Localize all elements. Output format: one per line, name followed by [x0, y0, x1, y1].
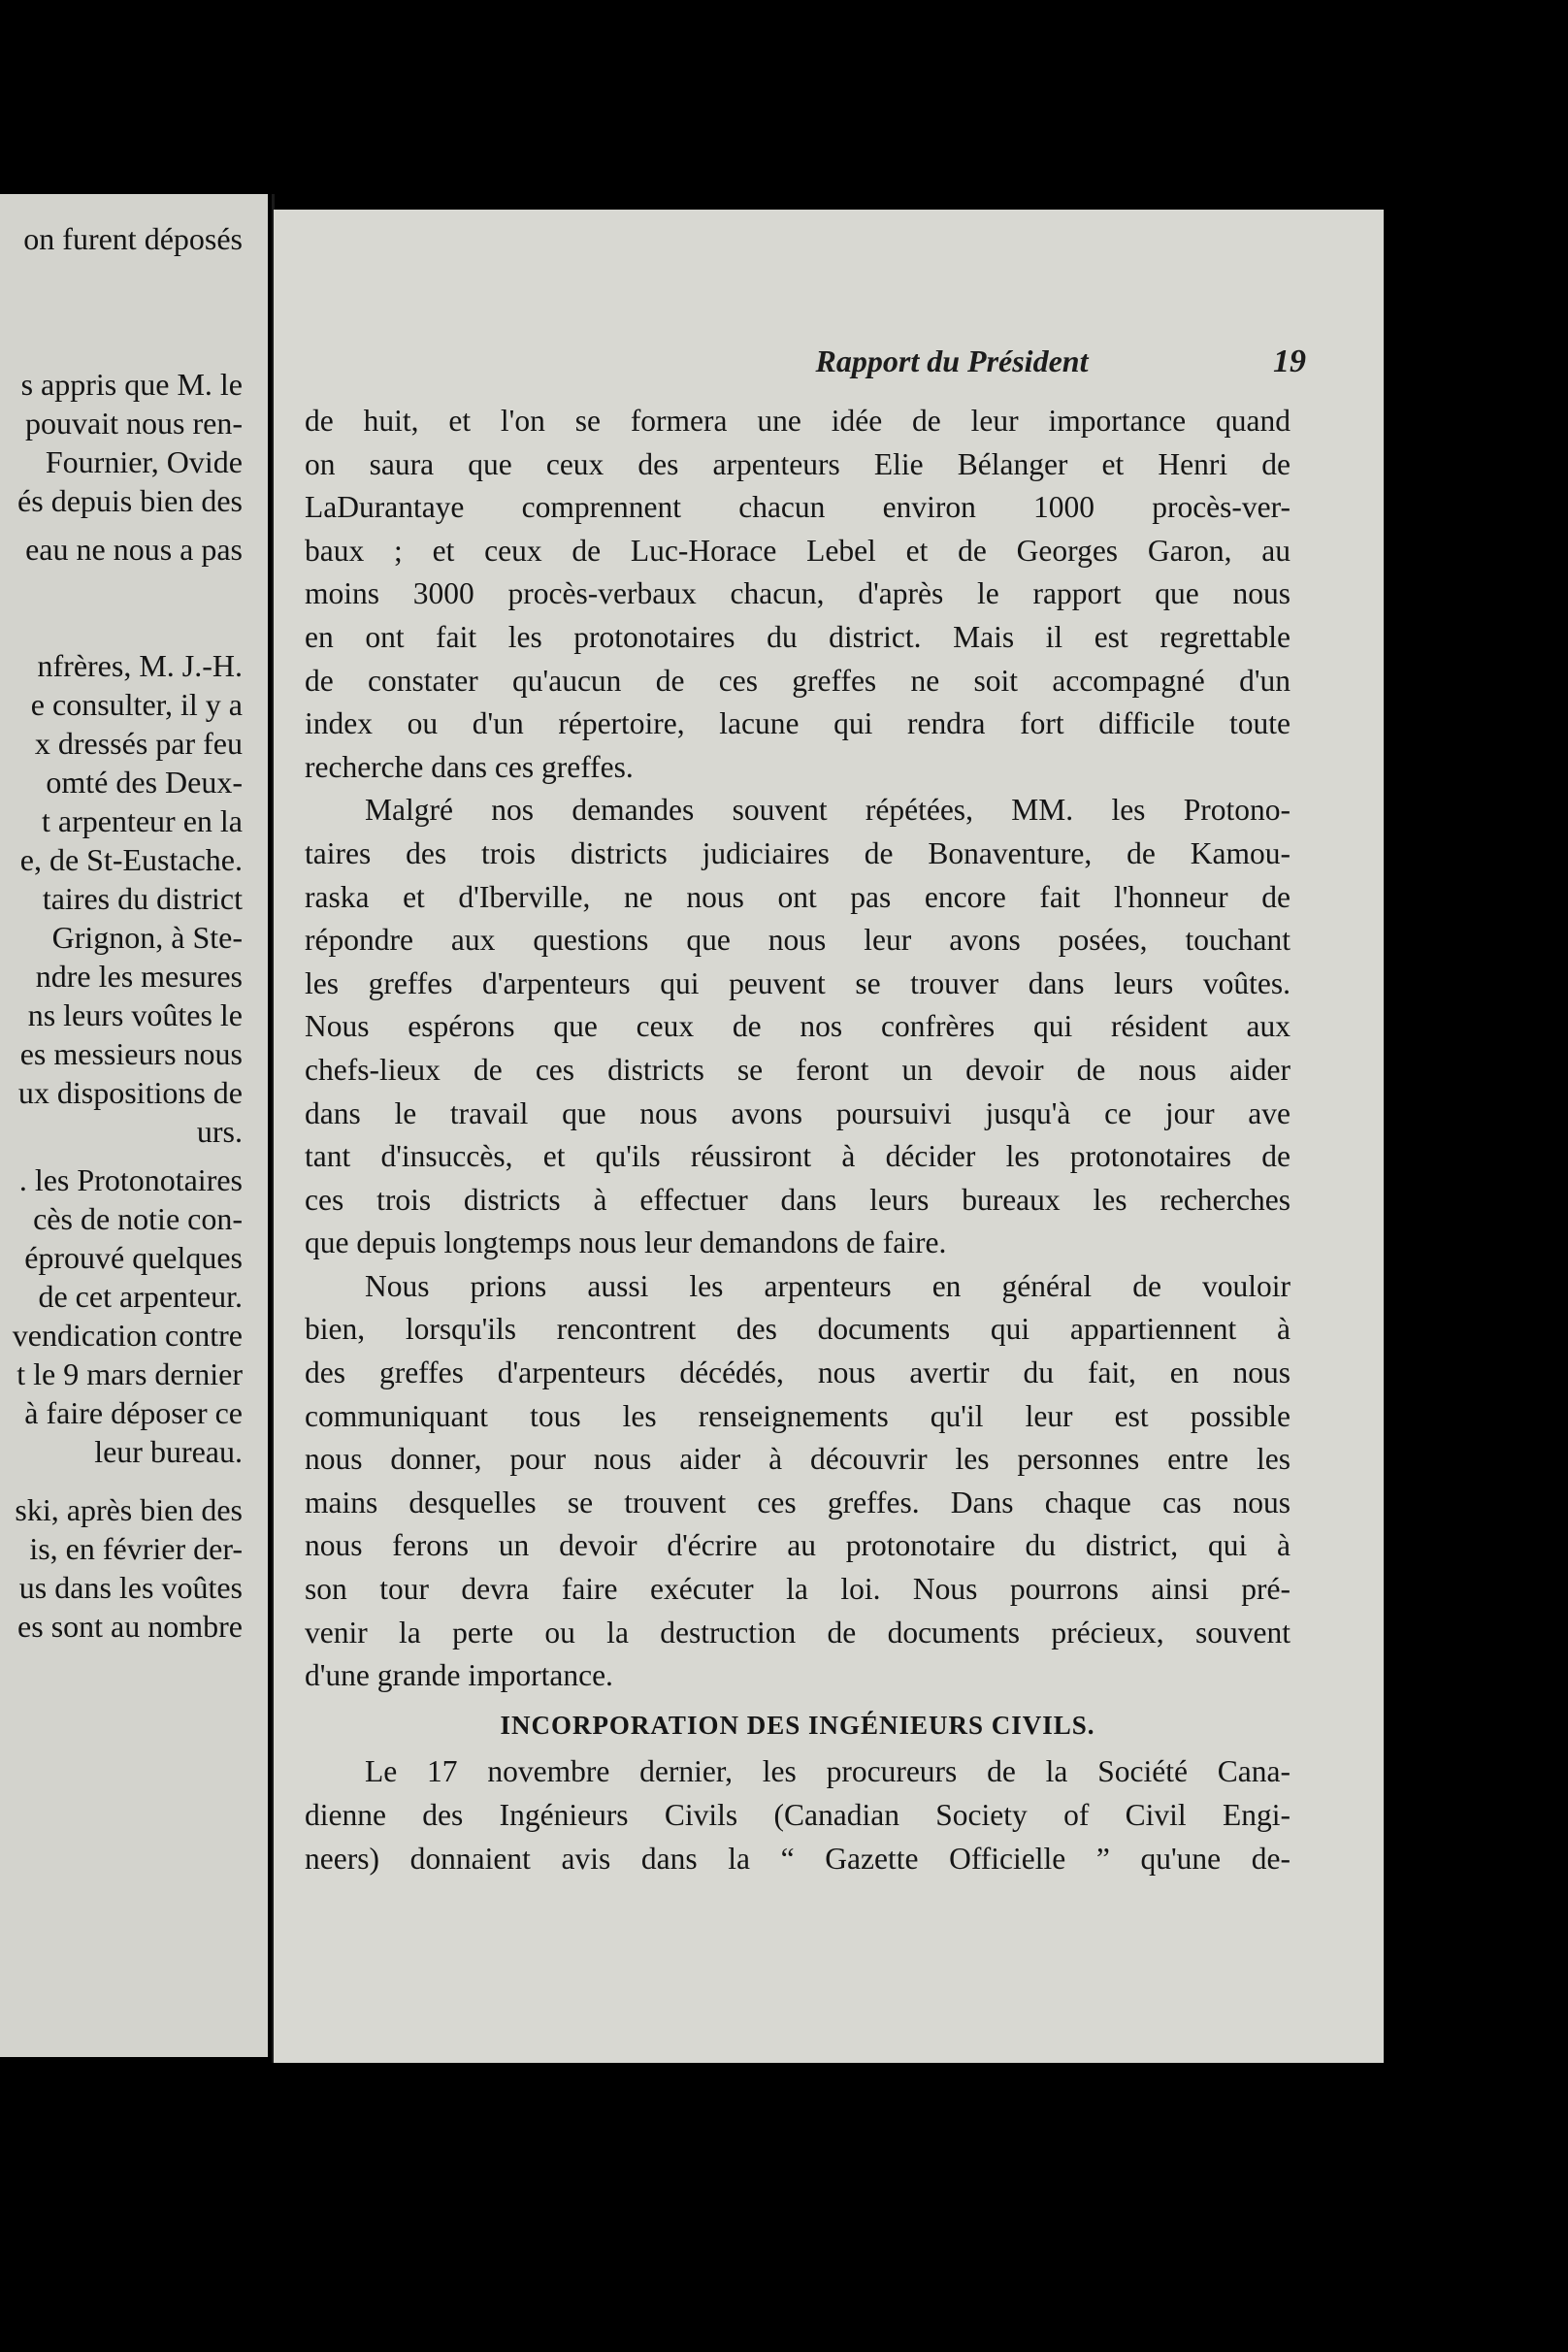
left-page-line: is, en février der- — [29, 1531, 243, 1566]
text-line: dans le travail que nous avons poursuivi jusqu'à ce jour ave — [305, 1095, 1290, 1130]
left-page-line: ski, après bien des — [15, 1492, 243, 1527]
left-page-line: on furent déposés — [23, 221, 243, 256]
left-page-line: taires du district — [42, 881, 243, 916]
text-line: de huit, et l'on se formera une idée de leur importance quand — [305, 404, 1290, 438]
text-line: chefs-lieux de ces districts se feront un devoir de nous aider — [305, 1052, 1290, 1087]
paragraph-3 — [305, 1265, 1290, 1698]
text-line: recherche dans ces greffes. — [305, 749, 634, 784]
text-line: taires des trois districts judiciaires de Bonaventure, de Kamou- — [305, 835, 1290, 870]
section-heading: INCORPORATION DES INGÉNIEURS CIVILS. — [500, 1710, 1095, 1740]
text-line: les greffes d'arpenteurs qui peuvent se trouver dans leurs voûtes. — [305, 965, 1290, 1000]
paragraph-2 — [305, 789, 1290, 1265]
left-page-line: ns leurs voûtes le — [27, 997, 243, 1032]
paragraph-1 — [305, 400, 1290, 789]
text-line: Malgré nos demandes souvent répétées, MM. les Protono- — [365, 793, 1290, 828]
running-head — [598, 343, 1306, 388]
left-page-line: nfrères, M. J.-H. — [37, 648, 243, 683]
left-page-fragment — [0, 194, 268, 2057]
left-page-line: éprouvé quelques — [24, 1240, 243, 1275]
text-line: Nous prions aussi les arpenteurs en général de vouloir — [365, 1268, 1290, 1303]
left-page-line: urs. — [196, 1114, 243, 1149]
paragraph-4 — [305, 1750, 1290, 1880]
left-page-line: . les Protonotaires — [18, 1162, 243, 1197]
left-page-line: pouvait nous ren- — [25, 406, 243, 441]
text-line: Nous espérons que ceux de nos confrères qui résident aux — [305, 1009, 1290, 1044]
left-page-line: vendication contre — [12, 1318, 243, 1353]
text-line: neers) donnaient avis dans la “ Gazette Officielle ” qu'une de- — [305, 1841, 1290, 1876]
left-page-line: e, de St-Eustache. — [19, 842, 243, 877]
text-line: raska et d'Iberville, ne nous ont pas encore fait l'honneur de — [305, 879, 1290, 914]
text-line: nous donner, pour nous aider à découvrir les personnes entre les — [305, 1442, 1290, 1477]
text-line: son tour devra faire exécuter la loi. Nous pourrons ainsi pré- — [305, 1572, 1290, 1607]
text-line: des greffes d'arpenteurs décédés, nous avertir du fait, en nous — [305, 1356, 1290, 1390]
text-line: moins 3000 procès-verbaux chacun, d'après le rapport que nous — [305, 576, 1290, 611]
running-title: Rapport du Président — [815, 343, 1089, 378]
text-line: que depuis longtemps nous leur demandons de faire. — [305, 1225, 947, 1260]
text-line: ces trois districts à effectuer dans leurs bureaux les recherches — [305, 1182, 1290, 1217]
left-page-line: Grignon, à Ste- — [51, 920, 243, 955]
text-line: venir la perte ou la destruction de documents précieux, souvent — [305, 1615, 1290, 1650]
text-line: Le 17 novembre dernier, les procureurs de la Société Cana- — [365, 1754, 1290, 1789]
text-line: communiquant tous les renseignements qu'il leur est possible — [305, 1398, 1290, 1433]
left-page-line: eau ne nous a pas — [25, 532, 243, 567]
text-line: en ont fait les protonotaires du district. Mais il est regrettable — [305, 619, 1290, 654]
text-line: LaDurantaye comprennent chacun environ 1000 procès-ver- — [305, 490, 1290, 525]
left-page-line: cès de notie con- — [33, 1201, 243, 1236]
text-line: mains desquelles se trouvent ces greffes. Dans chaque cas nous — [305, 1485, 1290, 1519]
text-line: nous ferons un devoir d'écrire au protonotaire du district, qui à — [305, 1528, 1290, 1563]
left-page-line: ux dispositions de — [17, 1075, 243, 1110]
left-page-line: e consulter, il y a — [30, 687, 243, 722]
text-line: tant d'insuccès, et qu'ils réussiront à décider les protonotaires de — [305, 1139, 1290, 1174]
left-page-line: és depuis bien des — [17, 483, 243, 518]
left-page-line: us dans les voûtes — [18, 1570, 243, 1605]
left-page-line: es sont au nombre — [17, 1609, 243, 1644]
left-page-line: Fournier, Ovide — [45, 444, 243, 479]
text-line: répondre aux questions que nous leur avons posées, touchant — [305, 923, 1290, 958]
left-page-line: de cet arpenteur. — [38, 1279, 243, 1314]
left-page-line: es messieurs nous — [19, 1036, 243, 1071]
left-page-line: omté des Deux- — [46, 765, 243, 800]
text-line: index ou d'un répertoire, lacune qui rendra fort difficile toute — [305, 706, 1290, 741]
text-line: bien, lorsqu'ils rencontrent des documents qui appartiennent à — [305, 1312, 1290, 1347]
text-line: on saura que ceux des arpenteurs Elie Bélanger et Henri de — [305, 446, 1290, 481]
text-line: dienne des Ingénieurs Civils (Canadian Society of Civil Engi- — [305, 1798, 1290, 1832]
left-page-line: x dressés par feu — [34, 726, 243, 761]
body-text — [305, 400, 1290, 1880]
left-page-line: à faire déposer ce — [24, 1395, 243, 1430]
page-number: 19 — [1273, 343, 1306, 379]
right-page — [274, 210, 1384, 2063]
bottom-margin — [0, 2063, 1568, 2352]
left-page-line: s appris que M. le — [20, 367, 243, 402]
left-page-line: t arpenteur en la — [42, 803, 243, 838]
left-page-line: leur bureau. — [94, 1434, 243, 1469]
left-page-line: t le 9 mars dernier — [16, 1356, 243, 1391]
left-page-line: ndre les mesures — [35, 959, 243, 994]
text-line: de constater qu'aucun de ces greffes ne soit accompagné d'un — [305, 663, 1290, 698]
text-line: d'une grande importance. — [305, 1658, 613, 1693]
text-line: baux ; et ceux de Luc-Horace Lebel et de Georges Garon, au — [305, 533, 1290, 568]
